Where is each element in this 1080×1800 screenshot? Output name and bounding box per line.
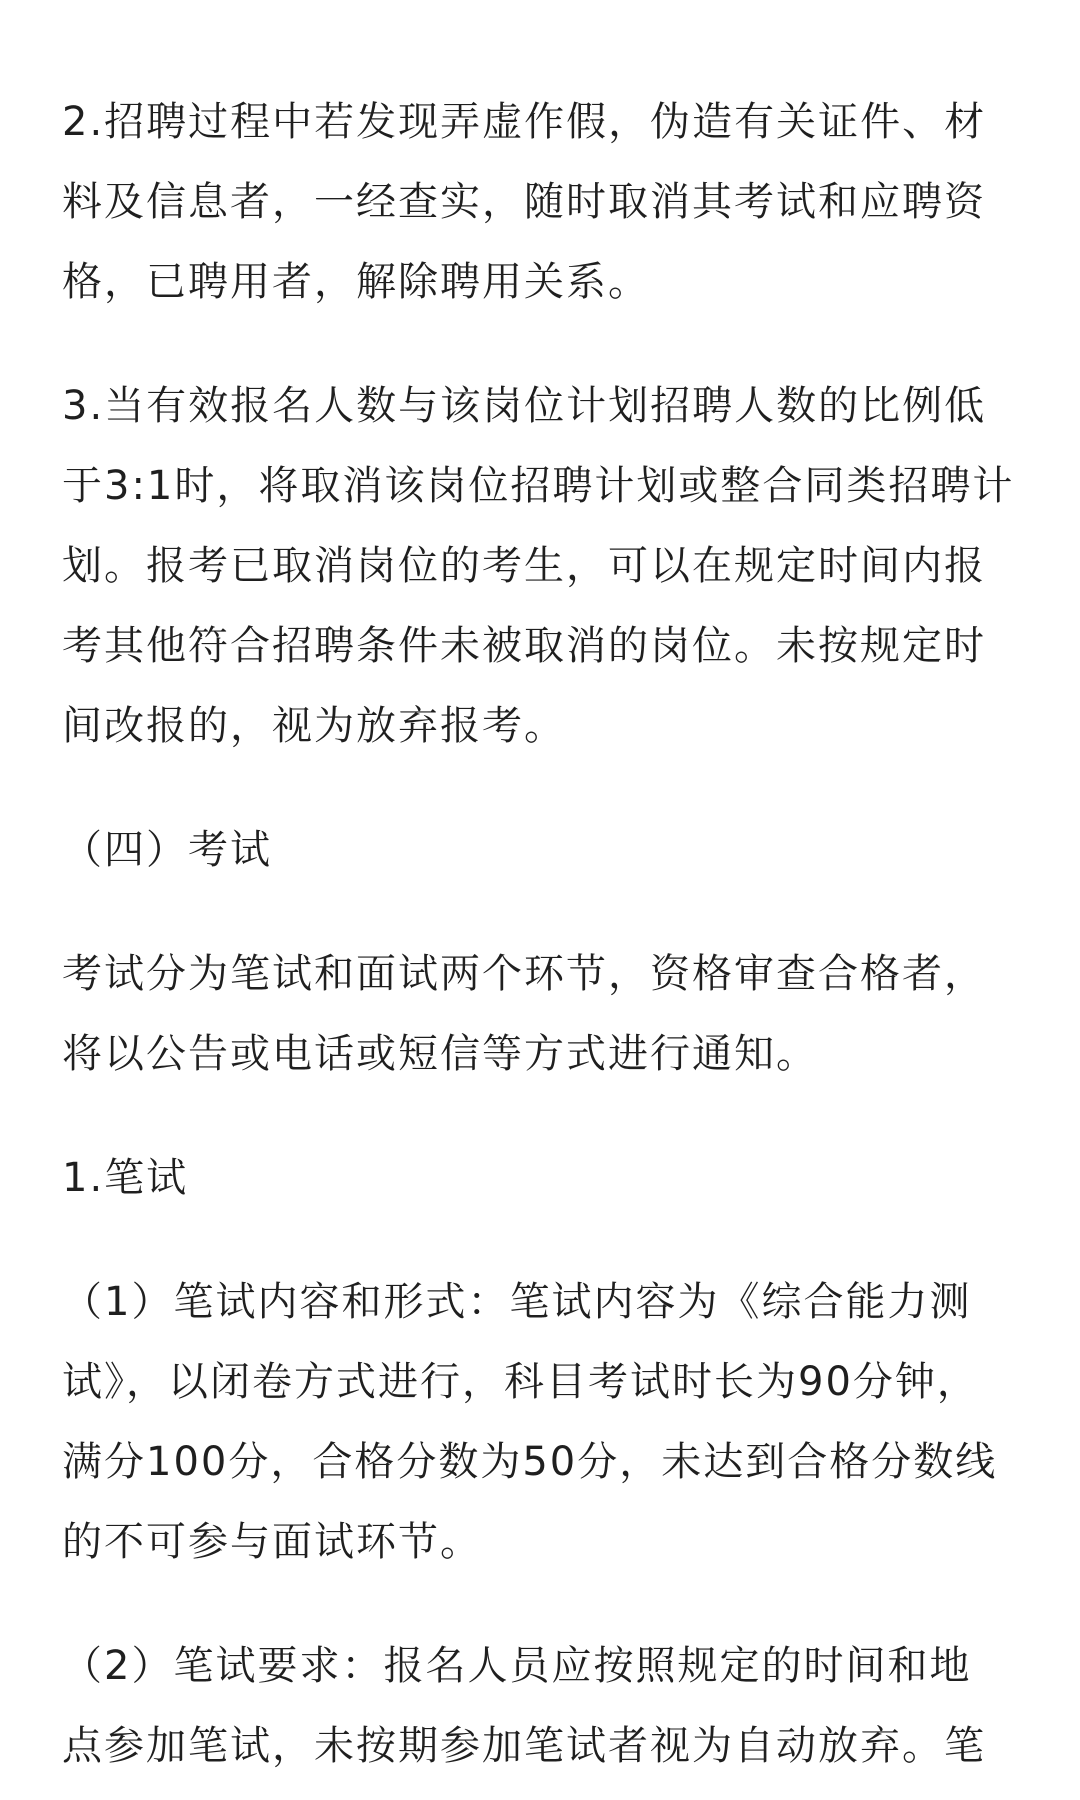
- text-line: 满分100分，合格分数为50分，未达到合格分数线: [62, 1439, 998, 1485]
- text-line: 点参加笔试，未按期参加笔试者视为自动放弃。笔: [62, 1723, 986, 1769]
- paragraph-exam-intro: [62, 934, 1022, 1094]
- text-line: 试》，以闭卷方式进行，科目考试时长为90分钟，: [62, 1359, 979, 1405]
- paragraph-gap: [62, 1218, 1022, 1262]
- text-line: 料及信息者，一经查实，随时取消其考试和应聘资: [62, 179, 986, 225]
- text-line: 格，已聘用者，解除聘用关系。: [62, 259, 650, 305]
- article-body: [62, 82, 1022, 1786]
- text-line: 考试分为笔试和面试两个环节，资格审查合格者，: [62, 951, 986, 997]
- paragraph-gap: [62, 890, 1022, 934]
- paragraph-fraud-clause: [62, 82, 1022, 322]
- paragraph-written-content: [62, 1262, 1022, 1582]
- paragraph-written-requirements: [62, 1626, 1022, 1786]
- paragraph-gap: [62, 766, 1022, 810]
- text-line: （1）笔试内容和形式：笔试内容为《综合能力测: [62, 1279, 972, 1325]
- text-line: 间改报的，视为放弃报考。: [62, 703, 566, 749]
- paragraph-gap: [62, 1094, 1022, 1138]
- subheading-written-exam: [62, 1138, 1022, 1218]
- text-line: 于3:1时，将取消该岗位招聘计划或整合同类招聘计: [62, 463, 1015, 509]
- text-line: 划。报考已取消岗位的考生，可以在规定时间内报: [62, 543, 986, 589]
- text-line: 将以公告或电话或短信等方式进行通知。: [62, 1031, 818, 1077]
- paragraph-ratio-clause: [62, 366, 1022, 766]
- paragraph-gap: [62, 322, 1022, 366]
- text-line: 的不可参与面试环节。: [62, 1519, 482, 1565]
- text-line: （2）笔试要求：报名人员应按照规定的时间和地: [62, 1643, 972, 1689]
- section-heading-exam: [62, 810, 1022, 890]
- paragraph-gap: [62, 1582, 1022, 1626]
- text-line: （四）考试: [62, 827, 272, 873]
- text-line: 2.招聘过程中若发现弄虚作假，伪造有关证件、材: [62, 99, 987, 145]
- text-line: 考其他符合招聘条件未被取消的岗位。未按规定时: [62, 623, 986, 669]
- text-line: 3.当有效报名人数与该岗位计划招聘人数的比例低: [62, 383, 987, 429]
- text-line: 1.笔试: [62, 1155, 189, 1201]
